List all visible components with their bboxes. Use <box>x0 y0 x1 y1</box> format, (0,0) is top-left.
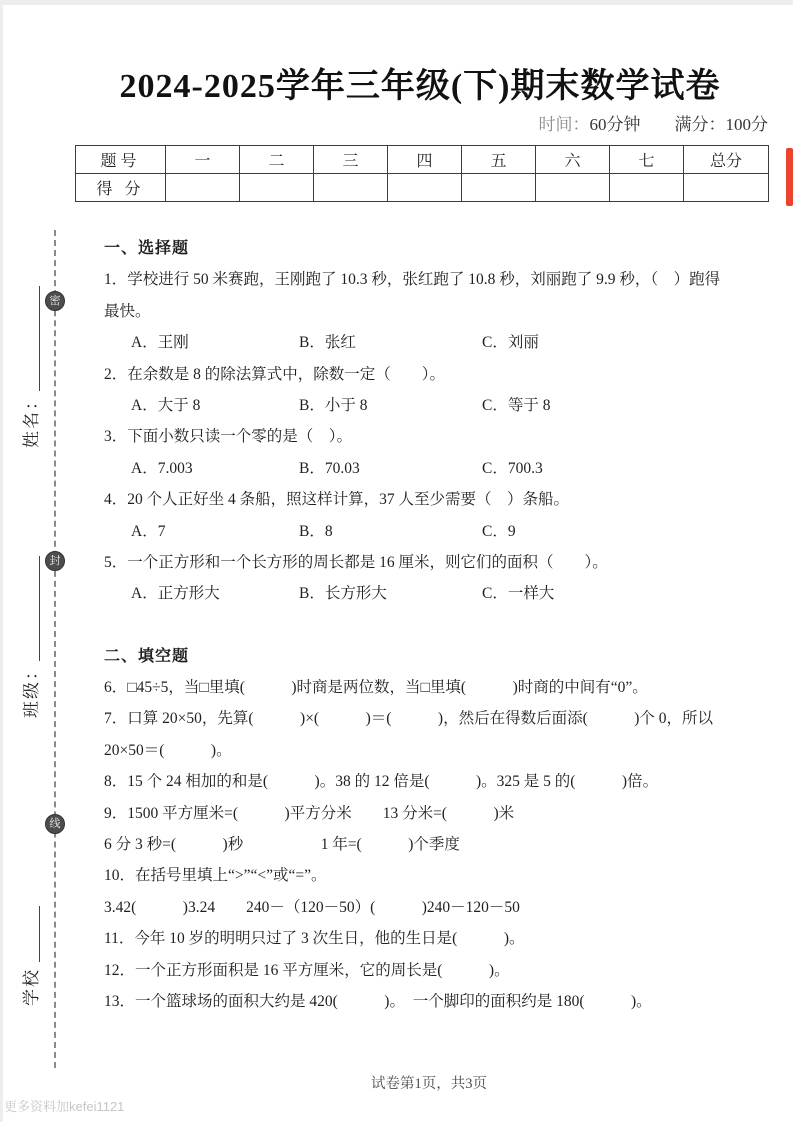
seal-stamp-xian: 线 <box>45 814 65 834</box>
question-2-options <box>104 390 776 421</box>
question-7-line-1: 7．口算 20×50，先算( )×( )＝( )，然后在得数后面添( )个 0，所以 <box>104 710 714 728</box>
option-b: B．张红 <box>299 334 356 352</box>
option-a: A．正方形大 <box>131 585 220 603</box>
question-3-options <box>104 453 776 484</box>
question-3: 3．下面小数只读一个零的是（ ）。 <box>104 428 353 446</box>
score-table-total-col: 总分 <box>684 146 769 174</box>
class-field <box>17 556 42 718</box>
exam-meta <box>0 110 768 135</box>
score-cell-empty <box>240 174 314 202</box>
name-field <box>17 286 42 448</box>
question-11: 11．今年 10 岁的明明只过了 3 次生日，他的生日是( )。 <box>104 930 525 948</box>
option-a: A．大于 8 <box>131 396 201 414</box>
score-table-score-row <box>76 174 769 202</box>
score-table-col-3: 三 <box>314 146 388 174</box>
option-c: C．等于 8 <box>482 396 551 414</box>
section1-heading: 一、选择题 <box>104 240 190 257</box>
question-13: 13．一个篮球场的面积大约是 420( )。 一个脚印的面积约是 180( )。 <box>104 992 652 1010</box>
school-field <box>17 906 42 1006</box>
score-cell-empty <box>166 174 240 202</box>
section2-heading: 二、填空题 <box>104 647 190 665</box>
score-table-col-6: 六 <box>536 146 610 174</box>
score-table-col-1: 一 <box>166 146 240 174</box>
question-4-options <box>104 516 776 547</box>
question-5-options <box>104 578 776 609</box>
page-title: 2024-2025学年三年级(下)期末数学试卷 <box>119 68 721 105</box>
school-label: 学校 <box>22 968 41 1006</box>
score-table-col-7: 七 <box>610 146 684 174</box>
score-cell-empty <box>536 174 610 202</box>
option-b: B．8 <box>299 522 333 540</box>
option-b: B．长方形大 <box>299 585 387 603</box>
option-c: C．9 <box>482 522 516 540</box>
question-4: 4．20 个人正好坐 4 条船，照这样计算，37 人至少需要（ ）条船。 <box>104 491 570 509</box>
page-number-footer: 试卷第1页，共3页 <box>371 1076 487 1092</box>
watermark-text: 更多资料加kefei1121 <box>4 1099 125 1114</box>
class-label: 班级： <box>22 661 41 718</box>
question-10-line-1: 10．在括号里填上“>”“<”或“=”。 <box>104 867 327 885</box>
question-6: 6．□45÷5，当□里填( )时商是两位数，当□里填( )时商的中间有“0”。 <box>104 679 648 697</box>
option-b: B．70.03 <box>299 459 360 477</box>
scan-edge-top <box>0 0 793 5</box>
question-9-line-1: 9．1500 平方厘米=( )平方分米 13 分米=( )米 <box>104 804 515 822</box>
question-8: 8．15 个 24 相加的和是( )。38 的 12 倍是( )。325 是 5 的( )倍。 <box>104 773 659 791</box>
score-cell-empty <box>462 174 536 202</box>
option-c: C．一样大 <box>482 585 555 603</box>
option-a: A．王刚 <box>131 334 189 352</box>
question-9-line-2: 6 分 3 秒=( )秒 1 年=( )个季度 <box>104 836 460 854</box>
score-cell-empty <box>388 174 462 202</box>
seal-stamp-feng: 封 <box>45 551 65 571</box>
score-table <box>75 145 769 202</box>
class-blank-line <box>39 556 40 661</box>
question-1-options <box>104 327 776 358</box>
question-number-label: 题号 <box>76 146 166 174</box>
score-label: 得 分 <box>76 174 166 202</box>
option-a: A．7.003 <box>131 459 193 477</box>
seal-dashed-line <box>54 230 56 1068</box>
option-c: C．刘丽 <box>482 334 539 352</box>
exam-body <box>104 233 776 1017</box>
score-cell-empty <box>684 174 769 202</box>
question-1-line-2: 最快。 <box>104 302 151 320</box>
red-edge-marker <box>786 148 793 206</box>
question-2: 2．在余数是 8 的除法算式中，除数一定（ ）。 <box>104 365 446 383</box>
scan-edge-left <box>0 0 3 1122</box>
question-12: 12．一个正方形面积是 16 平方厘米，它的周长是( )。 <box>104 961 510 979</box>
question-1-line-1: 1．学校进行 50 米赛跑，王刚跑了 10.3 秒，张红跑了 10.8 秒，刘丽跑了 9.9 秒，（ ）跑得 <box>104 271 721 289</box>
time-value: 60分钟 <box>589 115 641 134</box>
school-blank-line <box>39 906 40 962</box>
name-label: 姓名： <box>22 391 41 448</box>
time-label: 时间： <box>538 115 590 134</box>
question-10-line-2: 3.42( )3.24 240－（120－50）( )240－120－50 <box>104 898 520 916</box>
score-table-col-4: 四 <box>388 146 462 174</box>
score-table-col-5: 五 <box>462 146 536 174</box>
option-b: B．小于 8 <box>299 396 368 414</box>
question-5: 5．一个正方形和一个长方形的周长都是 16 厘米，则它们的面积（ ）。 <box>104 553 608 571</box>
seal-stamp-mi: 密 <box>45 291 65 311</box>
score-table-col-2: 二 <box>240 146 314 174</box>
score-cell-empty <box>314 174 388 202</box>
full-score-label: 满分：100分 <box>674 115 768 134</box>
score-table-header-row <box>76 146 769 174</box>
option-a: A．7 <box>131 522 166 540</box>
question-7-line-2: 20×50＝( )。 <box>104 741 232 759</box>
score-cell-empty <box>610 174 684 202</box>
option-c: C．700.3 <box>482 459 543 477</box>
name-blank-line <box>39 286 40 391</box>
